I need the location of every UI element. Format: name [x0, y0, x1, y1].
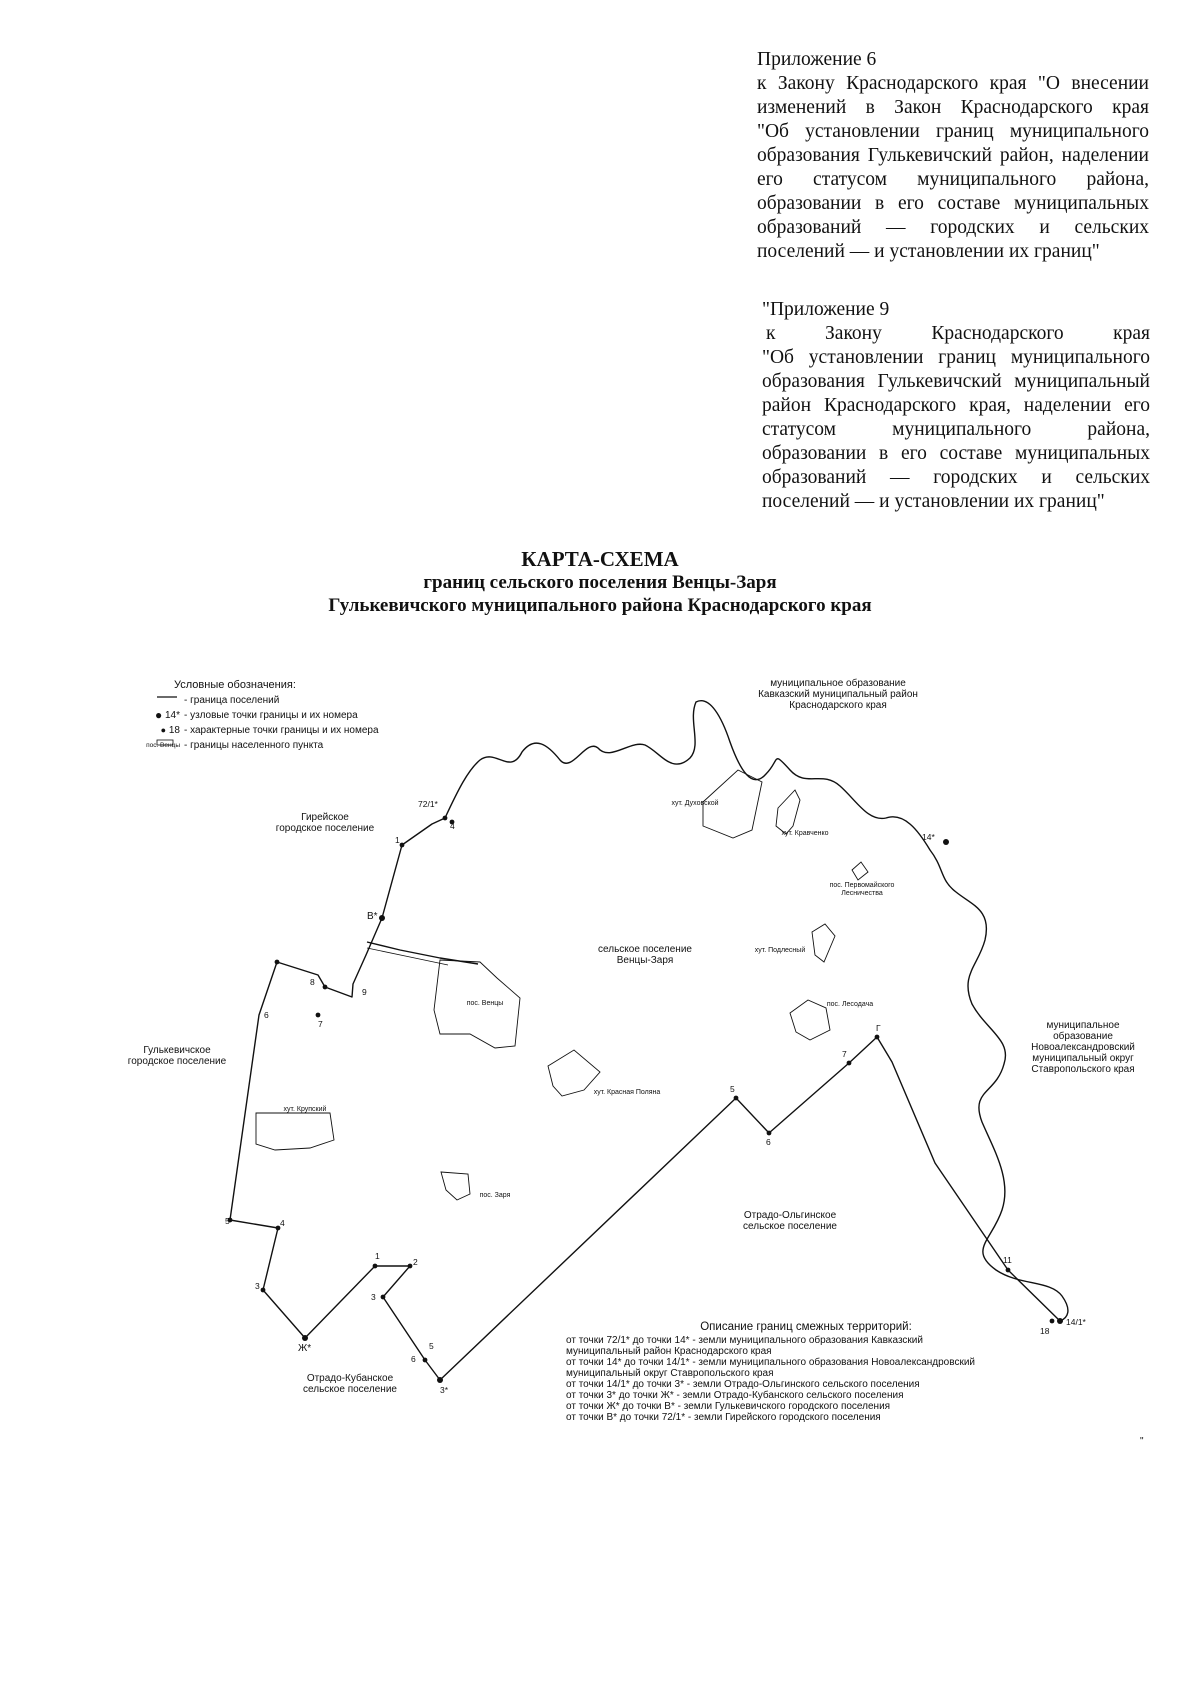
- outline-krupsky: [256, 1113, 334, 1150]
- point-5-right: [734, 1096, 739, 1101]
- region-gulkevichi-0: Гулькевичское: [143, 1045, 211, 1056]
- region-kavkaz: [733, 678, 943, 711]
- pt-label-2: 2: [413, 1257, 418, 1267]
- legend-title: Условные обозначения:: [174, 679, 296, 691]
- point-3-left: [261, 1288, 266, 1293]
- appendix9-line-7: образований — городских и сельских: [762, 467, 1150, 488]
- region-girey-1: городское поселение: [275, 823, 375, 834]
- region-otrado-kub-0: Отрадо-Кубанское: [306, 1373, 394, 1384]
- appendix9-line-6: образовании в его составе муниципальных: [762, 443, 1150, 464]
- point-8-left: [323, 985, 328, 990]
- description-line-6: от точки Ж* до точки В* - земли Гулькевичского городского поселения: [566, 1401, 891, 1412]
- legend-item-node: [118, 708, 379, 723]
- region-girey: [270, 812, 380, 834]
- label-pervomay: [822, 882, 902, 898]
- label-krupsky: хут. Крупский: [283, 1106, 327, 1113]
- region-center-1: Венцы-Заря: [616, 955, 674, 966]
- pt-label-5-right: 5: [730, 1084, 735, 1094]
- point-1-bottom: [373, 1264, 378, 1269]
- title-main: КАРТА-СХЕМА: [521, 547, 679, 571]
- pt-label-72-1: 72/1*: [418, 799, 438, 809]
- legend-sym-1-label: 14*: [164, 710, 180, 721]
- pt-label-v: В*: [367, 911, 378, 922]
- point-14: [943, 839, 949, 845]
- point-zh: [302, 1335, 308, 1341]
- title-sub1: границ сельского поселения Венцы-Заря: [423, 572, 777, 593]
- point-6-right: [767, 1131, 772, 1136]
- region-otrado-olg-1: сельское поселение: [743, 1221, 837, 1232]
- point-2: [408, 1264, 413, 1269]
- appendix9-line-1: к Закону Краснодарского края: [766, 323, 1150, 344]
- legend-sym-2: ● 18: [160, 725, 180, 736]
- description-line-4: от точки 14/1* до точки 3* - земли Отрадо-Ольгинского сельского поселения: [566, 1379, 920, 1390]
- pt-label-4-top: 4: [450, 821, 455, 831]
- legend-sym-2-label: 18: [168, 725, 180, 736]
- description-line-7: от точки В* до точки 72/1* - земли Гирейского городского поселения: [566, 1412, 881, 1423]
- pt-label-1-top: 1: [395, 835, 400, 845]
- label-ventsy: пос. Венцы: [466, 1000, 504, 1007]
- point-6-left: [275, 960, 280, 965]
- page-mark: ": [1140, 1436, 1144, 1447]
- label-pervomay-1: Лесничества: [841, 890, 883, 897]
- appendix9-line-8: поселений — и установлении их границ": [762, 491, 1105, 512]
- region-novoalex-0: муниципальное: [1046, 1020, 1120, 1031]
- appendix6-line-7: образований — городских и сельских: [757, 217, 1149, 238]
- appendix6-line-6: образовании в его составе муниципальных: [757, 193, 1149, 214]
- pt-label-3-bottom: 3: [371, 1292, 376, 1302]
- description-line-0: от точки 72/1* до точки 14* - земли муниципального образования Кавказский: [566, 1335, 923, 1346]
- pt-label-3-star: 3*: [440, 1385, 449, 1395]
- legend-item-char: [118, 723, 379, 738]
- region-otrado-olg: [730, 1210, 850, 1232]
- pt-label-5-left: 5: [225, 1216, 230, 1226]
- region-novoalex-2: Новоалександровский: [1031, 1042, 1135, 1053]
- point-14-1: [1057, 1318, 1063, 1324]
- pt-label-g: Г: [876, 1023, 881, 1033]
- label-lesodacha: пос. Лесодача: [826, 1001, 874, 1008]
- region-gulkevichi-1: городское поселение: [127, 1056, 227, 1067]
- legend-text-0: - граница поселений: [184, 695, 280, 706]
- pt-label-6-bottom: 6: [411, 1354, 416, 1364]
- appendix6-line-0: Приложение 6: [757, 49, 877, 70]
- pt-label-7-right: 7: [842, 1049, 847, 1059]
- point-1-top: [400, 843, 405, 848]
- outline-zarya: [441, 1172, 470, 1200]
- region-gulkevichi: [112, 1045, 242, 1067]
- legend-text-3: - границы населенного пункта: [184, 740, 324, 751]
- outline-pervomay: [852, 862, 868, 880]
- appendix9-line-2: "Об установлении границ муниципального: [762, 347, 1150, 368]
- pt-label-8: 8: [310, 977, 315, 987]
- region-novoalex-1: образование: [1053, 1031, 1113, 1042]
- label-zarya: пос. Заря: [479, 1192, 511, 1199]
- point-7-left: [316, 1013, 321, 1018]
- description-line-5: от точки 3* до точки Ж* - земли Отрадо-Кубанского сельского поселения: [566, 1390, 904, 1401]
- legend-sym-1: ● 14*: [154, 708, 180, 722]
- region-novoalex: [1018, 1020, 1148, 1075]
- region-kavkaz-2: Краснодарского края: [789, 700, 887, 711]
- appendix6-line-8: поселений — и установлении их границ": [757, 241, 1100, 262]
- pt-label-14: 14*: [922, 832, 935, 842]
- point-v: [379, 915, 385, 921]
- point-7-right: [847, 1061, 852, 1066]
- description-title: Описание границ смежных территорий:: [700, 1321, 912, 1333]
- appendix6-line-5: его статусом муниципального района,: [757, 169, 1149, 190]
- appendix9-line-0: "Приложение 9: [762, 299, 890, 320]
- description-line-1: муниципальный район Краснодарского края: [566, 1346, 772, 1357]
- point-3-bottom: [381, 1295, 386, 1300]
- appendix9-line-4: район Краснодарского края, наделении его: [762, 395, 1150, 416]
- appendix6-line-2: изменений в Закон Краснодарского края: [757, 97, 1149, 118]
- description-line-3: муниципальный округ Ставропольского края: [566, 1368, 774, 1379]
- pt-label-zh: Ж*: [298, 1343, 312, 1354]
- pt-label-9: 9: [362, 987, 367, 997]
- point-3-star: [437, 1377, 443, 1383]
- pt-label-3-left: 3: [255, 1281, 260, 1291]
- label-dukhovskoy: хут. Духовской: [671, 800, 719, 807]
- region-otrado-kub-1: сельское поселение: [303, 1384, 397, 1395]
- pt-label-18: 18: [1040, 1326, 1050, 1336]
- legend-item-boundary: [118, 693, 379, 708]
- label-krasnaya: хут. Красная Поляна: [593, 1089, 661, 1096]
- label-podlesny: хут. Подлесный: [754, 947, 806, 954]
- region-otrado-kub: [290, 1373, 410, 1395]
- region-otrado-olg-0: Отрадо-Ольгинское: [743, 1210, 837, 1221]
- appendix9-line-3: образования Гулькевичский муниципальный: [762, 371, 1150, 392]
- appendix6-line-4: образования Гулькевичский район, наделении: [757, 145, 1149, 166]
- region-kavkaz-1: Кавказский муниципальный район: [758, 689, 918, 700]
- legend-text-1: - узловые точки границы и их номера: [184, 710, 358, 721]
- title-sub2: Гулькевичского муниципального района Краснодарского края: [328, 595, 872, 616]
- settlement-boundary: [230, 818, 1060, 1380]
- region-girey-0: Гирейское: [301, 812, 349, 823]
- point-5-bottom: [423, 1358, 428, 1363]
- region-center-0: сельское поселение: [598, 944, 692, 955]
- point-11: [1006, 1268, 1011, 1273]
- legend-item-settlement: [118, 738, 379, 753]
- outline-podlesny: [812, 924, 835, 962]
- pt-label-14-1: 14/1*: [1066, 1317, 1086, 1327]
- region-center: [585, 944, 705, 966]
- pt-label-4-left: 4: [280, 1218, 285, 1228]
- legend: [118, 678, 379, 753]
- legend-text-2: - характерные точки границы и их номера: [184, 725, 379, 736]
- label-pervomay-0: пос. Первомайского: [829, 882, 895, 889]
- pt-label-7-left: 7: [318, 1019, 323, 1029]
- pt-label-11: 11: [1003, 1255, 1012, 1265]
- point-18: [1050, 1319, 1055, 1324]
- point-72-1: [443, 816, 448, 821]
- label-kravchenko: хут. Кравченко: [781, 830, 829, 837]
- description-line-2: от точки 14* до точки 14/1* - земли муниципального образования Новоалександровский: [566, 1357, 975, 1368]
- pt-label-5-bottom: 5: [429, 1341, 434, 1351]
- pt-label-6-left: 6: [264, 1010, 269, 1020]
- appendix6-line-3: "Об установлении границ муниципального: [757, 121, 1149, 142]
- point-g: [875, 1035, 880, 1040]
- pt-label-6-right: 6: [766, 1137, 771, 1147]
- boundary-description: [566, 1322, 1046, 1423]
- appendix9-line-5: статусом муниципального района,: [762, 419, 1150, 440]
- legend-sym-3: пос. Венцы: [146, 742, 180, 749]
- appendix6-line-1: к Закону Краснодарского края "О внесении: [757, 73, 1149, 94]
- outline-kravchenko: [776, 790, 800, 834]
- pt-label-1-bottom: 1: [375, 1251, 380, 1261]
- region-novoalex-3: муниципальный округ: [1032, 1053, 1134, 1064]
- region-kavkaz-0: муниципальное образование: [770, 678, 906, 689]
- region-novoalex-4: Ставропольского края: [1031, 1064, 1135, 1075]
